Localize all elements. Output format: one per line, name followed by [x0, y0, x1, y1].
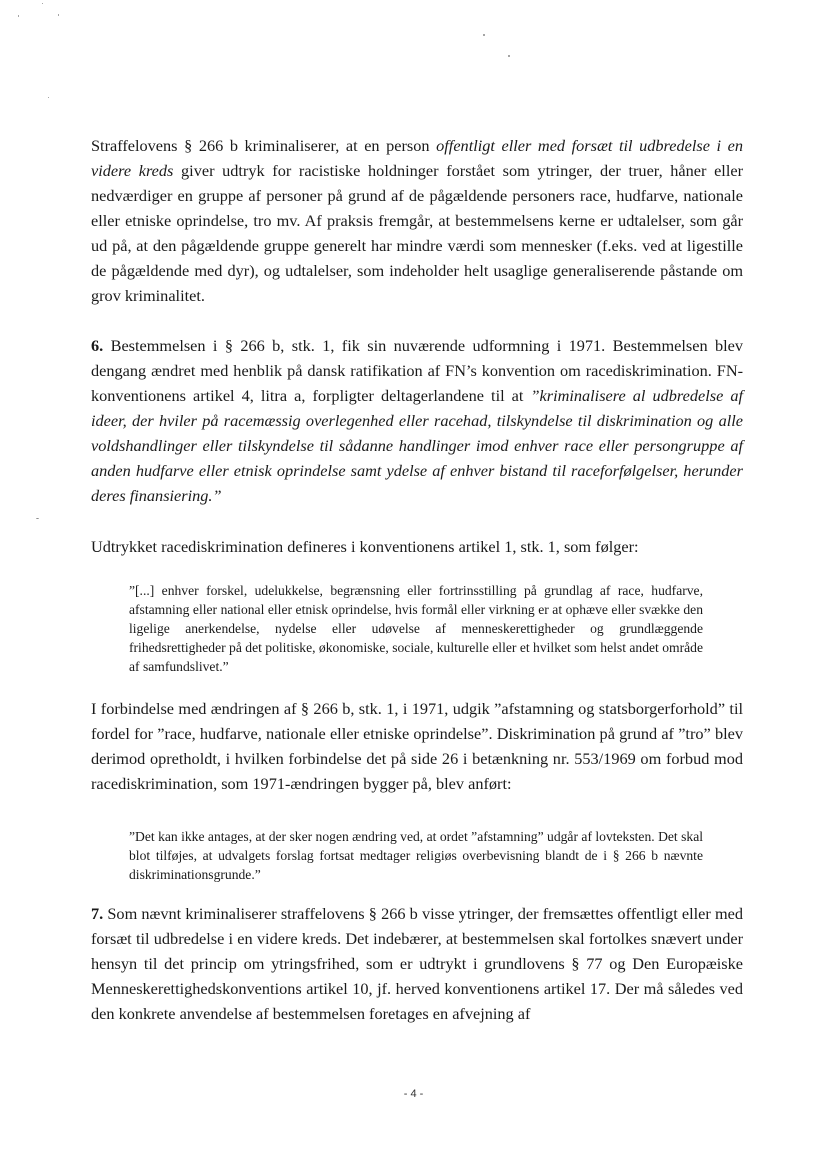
paragraph-text: giver udtryk for racistiske holdninger forstået som ytringer, der truer, håner eller nedværdiger en gruppe af personer på grund af de pågældende personers race, hudfarve, nationale eller etniske oprindelse, tro mv. Af praksis fremgår, at bestemmelsens kerne er udtalelser, som går ud på, at den pågældende gruppe generelt har mindre værdi som mennesker (f.eks. ved at ligestille de pågældende med dyr), og udtalelser, som indeholder helt usaglige generaliserende påstande om grov kriminalitet. — [91, 161, 744, 305]
paragraph-intro — [91, 133, 743, 308]
paragraph-text: Straffelovens § 266 b kriminaliserer, at en person — [91, 136, 437, 155]
scan-artifact — [508, 55, 510, 57]
paragraph-text: Udtrykket racediskrimination defineres i konventionens artikel 1, stk. 1, som følger: — [91, 537, 639, 556]
scan-artifact — [18, 15, 19, 17]
paragraph-text: Som nævnt kriminaliserer straffelovens § 266 b visse ytringer, der fremsættes offentligt eller med forsæt til udbredelse i en videre kreds. Det indebærer, at bestemmelsen skal fortolkes snævert under hensyn til det princip om ytringsfrihed, som er udtrykt i grundlovens § 77 og Den Europæiske Menneskerettighedskonventions artikel 10, jf. herved konventionens artikel 17. Der må således ved den konkrete anvendelse af bestemmelsen foretages en afvejning af — [91, 904, 743, 1023]
scan-artifact — [58, 14, 59, 16]
scan-artifact — [483, 34, 485, 36]
paragraph-text: Bestemmelsen i § 266 b, stk. 1, fik sin nuværende udformning i 1971. Bestemmelsen blev dengang ændret med henblik på dansk ratifikation af FN’s konvention om racediskrimination. FN-konventionens artikel 4, litra a, forpligter deltagerlandene til at — [91, 336, 743, 405]
paragraph-number: 6. — [91, 336, 104, 355]
paragraph-definition-intro — [91, 534, 743, 559]
scan-artifact — [36, 518, 39, 519]
block-quote-convention-definition — [129, 581, 703, 676]
paragraph-1971-amendment — [91, 696, 743, 796]
block-quote-betaenkning — [129, 827, 703, 884]
paragraph-number: 7. — [91, 904, 104, 923]
paragraph-text: I forbindelse med ændringen af § 266 b, stk. 1, i 1971, udgik ”afstamning og statsborgerforhold” til fordel for ”race, hudfarve, nationale eller etniske oprindelse”. Diskrimination på grund af ”tro” blev derimod opretholdt, i hvilken forbindelse det på side 26 i betænkning nr. 553/1969 om forbud mod racediskrimination, som 1971-ændringen bygger på, blev anført: — [91, 699, 743, 793]
scan-artifact — [42, 3, 43, 4]
emphasis-text: offentligt eller med forsæt til udbredelse i en videre kreds — [91, 136, 743, 180]
quote-text: ”[...] enhver forskel, udelukkelse, begrænsning eller fortrinsstilling på grundlag af race, hudfarve, afstamning eller national eller etnisk oprindelse, hvis formål eller virkning er at ophæve eller svække den ligelige anerkendelse, nydelse eller udøvelse af menneskerettigheder og grundlæggende frihedsrettigheder på det politiske, økonomiske, sociale, kulturelle eller et hvilket som helst andet område af samfundslivet.” — [129, 583, 703, 674]
scan-artifact — [48, 97, 49, 98]
page-number: - 4 - — [403, 1088, 424, 1100]
quote-text: ”Det kan ikke antages, at der sker nogen ændring ved, at ordet ”afstamning” udgår af lovteksten. Det skal blot tilføjes, at udvalgets forslag fortsat medtager religiøs overbevisning blandt de i § 266 b nævnte diskriminationsgrunde.” — [129, 829, 703, 882]
quoted-convention-text: ”kriminalisere al udbredelse af ideer, der hviler på racemæssig overlegenhed eller racehad, tilskyndelse til diskrimination og alle voldshandlinger eller tilskyndelse til sådanne handlinger imod enhver race eller persongruppe af anden hudfarve eller etnisk oprindelse samt ydelse af enhver bistand til raceforfølgelser, herunder deres finansiering.” — [91, 386, 743, 505]
paragraph-6 — [91, 333, 743, 508]
paragraph-7 — [91, 901, 743, 1026]
